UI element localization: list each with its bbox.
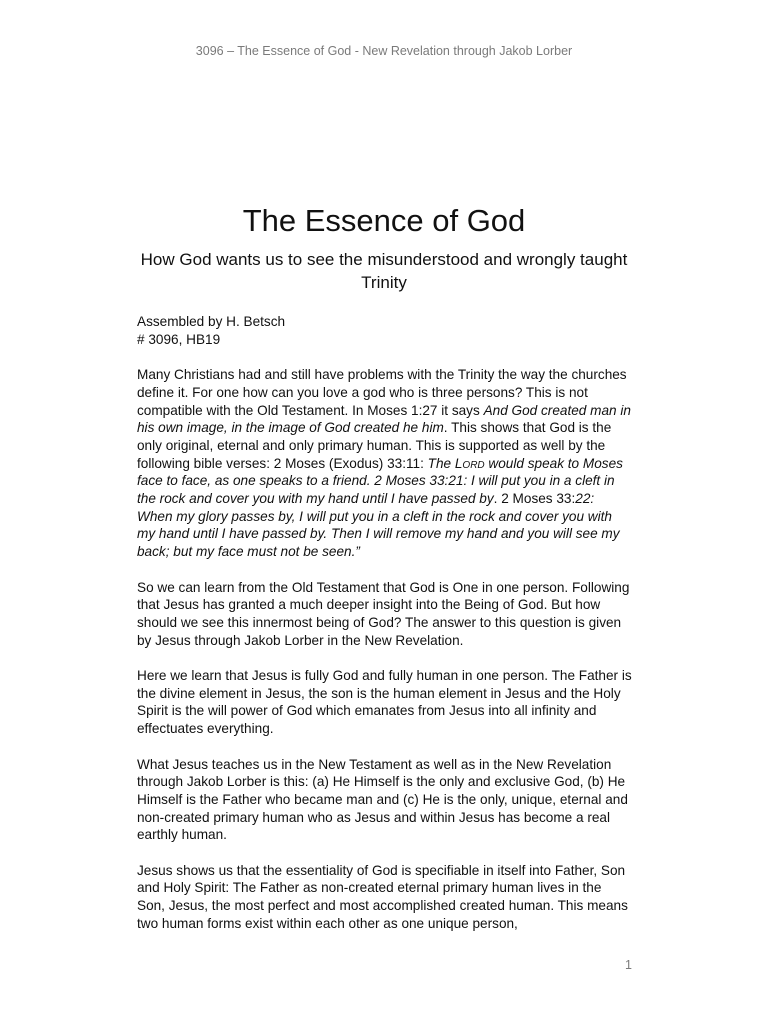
paragraph-1 [137, 366, 632, 561]
paragraph-2: So we can learn from the Old Testament that God is One in one person. Following that Jesus has granted a much deeper insight into the Being of God. But how should we see this innermost being of God? The answer to this question is given by Jesus through Jakob Lorber in the New Revelation. [137, 579, 630, 648]
paragraph-1-text-d: The [427, 455, 455, 471]
paragraph-1-quote-exodus-b: 22: When my glory passes by, I will put you in a cleft in the rock and cover you with my hand until I have passed by. Then I will remove my hand and you will see my back; but my face must not be seen.” [137, 491, 620, 560]
page-number: 1 [625, 958, 632, 972]
paragraph-1-text-c: . This shows that God is the only original, eternal and only primary human. This is supported as well by the following bible verses: 2 Moses (Exodus) 33:11: [137, 420, 612, 471]
paragraph-1-lord: Lord [454, 455, 485, 471]
document-meta [137, 313, 632, 348]
document-title: The Essence of God [242, 203, 526, 238]
document-subtitle: How God wants us to see the misunderstood and wrongly taught Trinity [140, 250, 628, 292]
paragraph-5: Jesus shows us that the essentiality of God is specifiable in itself into Father, Son and Holy Spirit: The Father as non-created eternal primary human lives in the Son, Jesus, the most perfect and most accomplished created human. This means two human forms exist within each other as one unique person, [137, 862, 628, 931]
paragraph-1-text-a: Many Christians had and still have problems with the Trinity the way the churches define it. For one how can you love a god who is three persons? This is not compatible with the Old Testament. In Moses 1:27 it says [137, 367, 627, 418]
paragraph-1-text-g: . 2 Moses 33: [493, 491, 576, 507]
reference-line: # 3096, HB19 [137, 331, 221, 347]
document-body [137, 313, 632, 950]
running-header: 3096 – The Essence of God - New Revelation through Jakob Lorber [195, 44, 573, 58]
paragraph-3: Here we learn that Jesus is fully God and fully human in one person. The Father is the divine element in Jesus, the son is the human element in Jesus and the Holy Spirit is the will power of God which emanates from Jesus into all infinity and effectuates everything. [137, 668, 632, 737]
paragraph-4: What Jesus teaches us in the New Testament as well as in the New Revelation through Jakob Lorber is this: (a) He Himself is the only and exclusive God, (b) He Himself is the Father who became man and (c) He is the only, unique, eternal and non-created primary human who as Jesus and within Jesus has become a real earthly human. [137, 756, 628, 843]
author-line: Assembled by H. Betsch [137, 314, 286, 329]
paragraph-1-quote-genesis: And God created man in his own image, in the image of God created he him [137, 402, 631, 436]
paragraph-1-text-f: would speak to Moses face to face, as one speaks to a friend. 2 Moses 33:21: I will put you in a cleft in the rock and cover you with my hand until I have passed by [137, 455, 623, 507]
